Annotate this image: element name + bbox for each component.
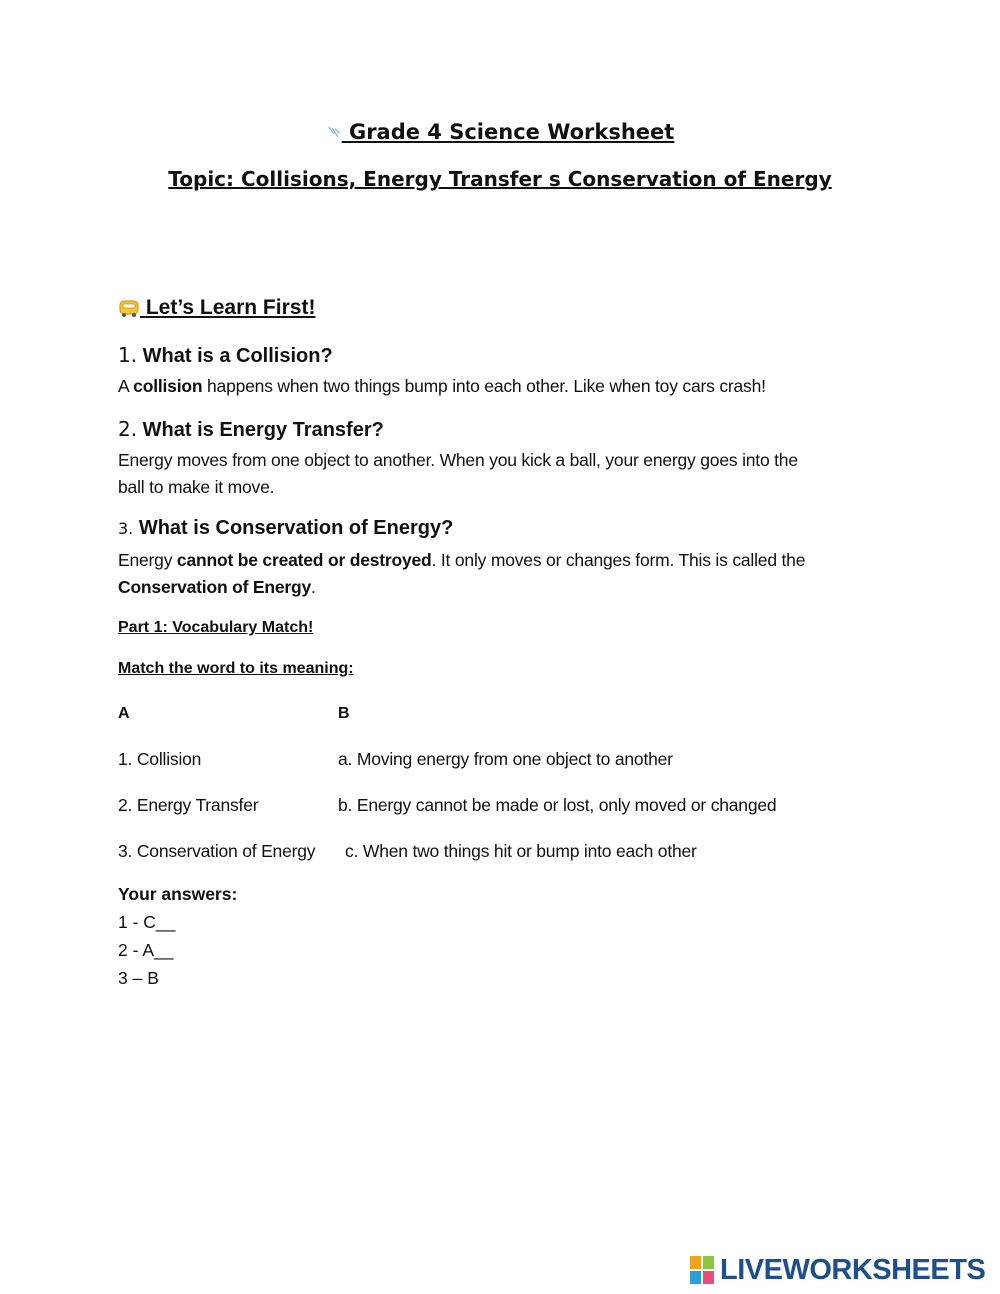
q1-heading — [118, 343, 333, 368]
learn-heading-text: Let’s Learn First! — [145, 296, 316, 319]
answer-1[interactable]: 1 - C__ — [118, 912, 176, 932]
brand-name: LIVEWORKSHEETS — [720, 1253, 986, 1286]
q1-paragraph — [118, 373, 878, 400]
q3-text-bold2: Conservation of Energy — [118, 577, 311, 597]
q2-number: 2. — [118, 417, 138, 441]
q1-number: 1. — [118, 343, 138, 367]
q2-title: What is Energy Transfer? — [142, 419, 384, 441]
q3-text-mid: . It only moves or changes form. This is called the — [431, 550, 806, 570]
column-a-header: A — [118, 705, 130, 722]
q3-paragraph — [118, 547, 878, 601]
q3-text-bold1: cannot be created or destroyed — [176, 550, 432, 570]
liveworksheets-logo — [690, 1253, 985, 1287]
learn-heading — [118, 296, 315, 320]
part1-title: Part 1: Vocabulary Match! — [118, 619, 314, 636]
q1-title: What is a Collision? — [142, 345, 333, 367]
q2-heading — [118, 417, 384, 442]
q2-line2: ball to make it move. — [118, 477, 275, 497]
q1-text-pre: A — [118, 376, 134, 396]
q3-title: What is Conservation of Energy? — [138, 517, 454, 539]
q1-text-post: happens when two things bump into each other. Like when toy cars crash! — [202, 376, 766, 396]
q3-text-pre: Energy — [118, 550, 177, 570]
liveworksheets-blocks-icon — [690, 1256, 714, 1284]
q3-heading — [118, 517, 453, 540]
match-term-2: 2. Energy Transfer — [118, 795, 259, 815]
worksheet-subtitle: Topic: Collisions, Energy Transfer s Conservation of Energy — [168, 167, 832, 191]
match-term-3: 3. Conservation of Energy — [118, 841, 316, 861]
answer-3[interactable]: 3 – B — [118, 968, 159, 988]
column-b-header: B — [338, 705, 350, 722]
title-text: Grade 4 Science Worksheet — [348, 120, 675, 144]
q3-number: 3. — [118, 519, 134, 538]
q3-text-post: . — [311, 577, 316, 597]
match-meaning-c: c. When two things hit or bump into each other — [345, 841, 697, 861]
q2-line1: Energy moves from one object to another. When you kick a ball, your energy goes into the — [118, 450, 798, 470]
worksheet-title — [0, 120, 1000, 144]
answer-2[interactable]: 2 - A__ — [118, 940, 174, 960]
school-bus-icon — [118, 298, 140, 318]
match-meaning-a: a. Moving energy from one object to another — [338, 749, 673, 769]
part1-instruction: Match the word to its meaning: — [118, 660, 354, 677]
q2-paragraph — [118, 447, 878, 501]
match-term-1: 1. Collision — [118, 749, 202, 769]
q1-text-bold: collision — [133, 376, 203, 396]
answers-label: Your answers: — [118, 884, 238, 904]
sparkle-icon — [326, 125, 342, 141]
match-meaning-b: b. Energy cannot be made or lost, only moved or changed — [338, 795, 777, 815]
